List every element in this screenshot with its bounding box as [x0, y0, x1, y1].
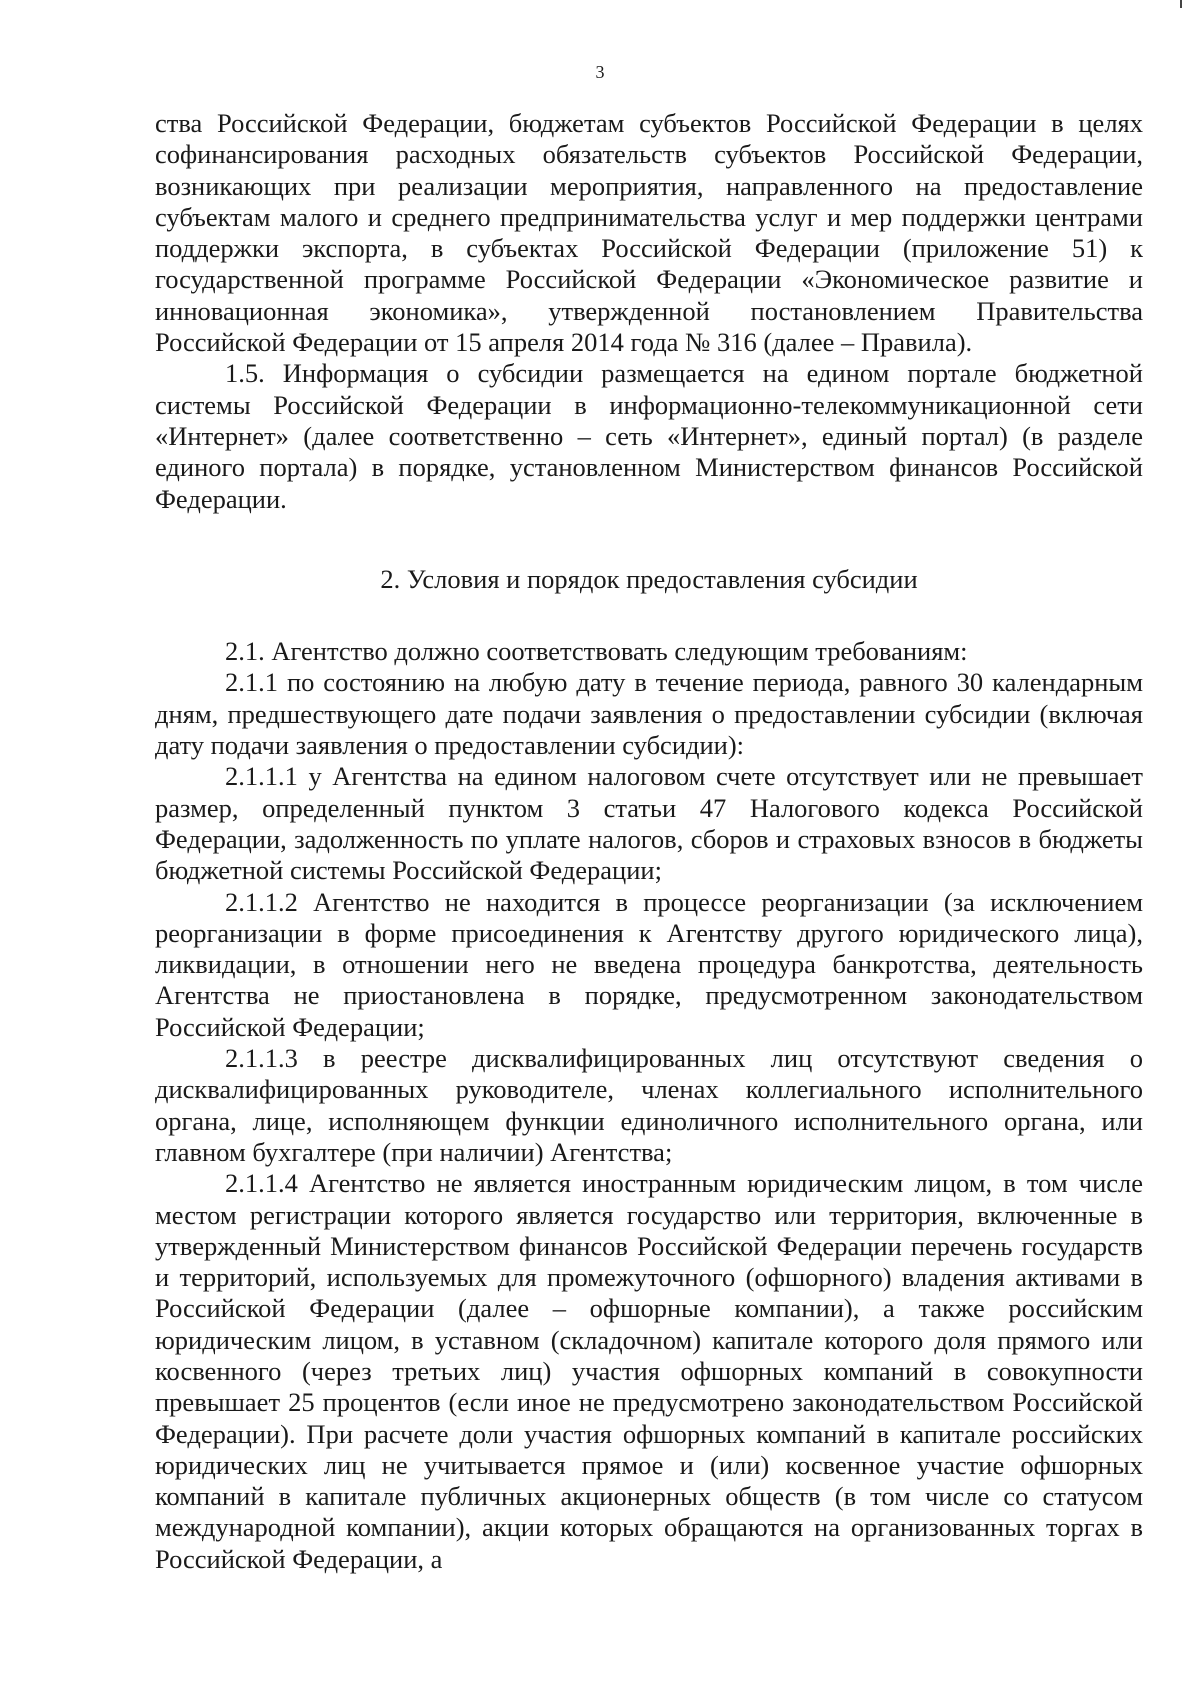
paragraph-2-1-1: 2.1.1 по состоянию на любую дату в течение периода, равного 30 календарным дням, предшествующего дате подачи заявления о предоставлении субсидии (включая дату подачи заявления о предоставлении субсидии):	[155, 667, 1143, 761]
section-heading: 2. Условия и порядок предоставления субсидии	[380, 563, 918, 594]
paragraph-2-1-1-4: 2.1.1.4 Агентство не является иностранным юридическим лицом, в том числе местом регистрации которого является государство или территория, включенные в утвержденный Министерством финансов Российской Федерации перечень государств и территорий, используемых для промежуточного (офшорного) владения активами в Российской Федерации (далее – офшорные компании), а также российским юридическим лицом, в уставном (складочном) капитале которого доля прямого или косвенного (через третьих лиц) участия офшорных компаний в совокупности превышает 25 процентов (если иное не предусмотрено законодательством Российской Федерации). При расчете доли участия офшорных компаний в капитале российских юридических лиц не учитывается прямое и (или) косвенное участие офшорных компаний в капитале публичных акционерных обществ (в том числе со статусом международной компании), акции которых обращаются на организованных торгах в Российской Федерации, а	[155, 1168, 1143, 1574]
paragraph-1-5: 1.5. Информация о субсидии размещается на едином портале бюджетной системы Российской Федерации в информационно-телекоммуникационной сети «Интернет» (далее соответственно – сеть «Интернет», единый портал) (в разделе единого портала) в порядке, установленном Министерством финансов Российской Федерации.	[155, 358, 1143, 514]
scan-corner-mark	[1180, 0, 1182, 8]
document-body	[155, 108, 1143, 1575]
paragraph-2-1-1-2: 2.1.1.2 Агентство не находится в процессе реорганизации (за исключением реорганизации в форме присоединения к Агентству другого юридического лица), ликвидации, в отношении него не введена процедура банкротства, деятельность Агентства не приостановлена в порядке, предусмотренном законодательством Российской Федерации;	[155, 886, 1143, 1042]
paragraph-rules-continuation: ства Российской Федерации, бюджетам субъектов Российской Федерации в целях софинансирования расходных обязательств субъектов Российской Федерации, возникающих при реализации мероприятия, направленного на предоставление субъектам малого и среднего предпринимательства услуг и мер поддержки центрами поддержки экспорта, в субъектах Российской Федерации (приложение 51) к государственной программе Российской Федерации «Экономическое развитие и инновационная экономика», утвержденной постановлением Правительства Российской Федерации от 15 апреля 2014 года № 316 (далее – Правила).	[155, 108, 1143, 358]
page-number: 3	[595, 62, 605, 82]
paragraph-2-1: 2.1. Агентство должно соответствовать следующим требованиям:	[225, 636, 968, 667]
paragraph-2-1-1-1: 2.1.1.1 у Агентства на едином налоговом счете отсутствует или не превышает размер, определенный пунктом 3 статьи 47 Налогового кодекса Российской Федерации, задолженность по уплате налогов, сборов и страховых взносов в бюджеты бюджетной системы Российской Федерации;	[155, 761, 1143, 886]
paragraph-2-1-1-3: 2.1.1.3 в реестре дисквалифицированных лиц отсутствуют сведения о дисквалифицированных руководителе, членах коллегиального исполнительного органа, лице, исполняющем функции единоличного исполнительного органа, или главном бухгалтере (при наличии) Агентства;	[155, 1043, 1143, 1167]
